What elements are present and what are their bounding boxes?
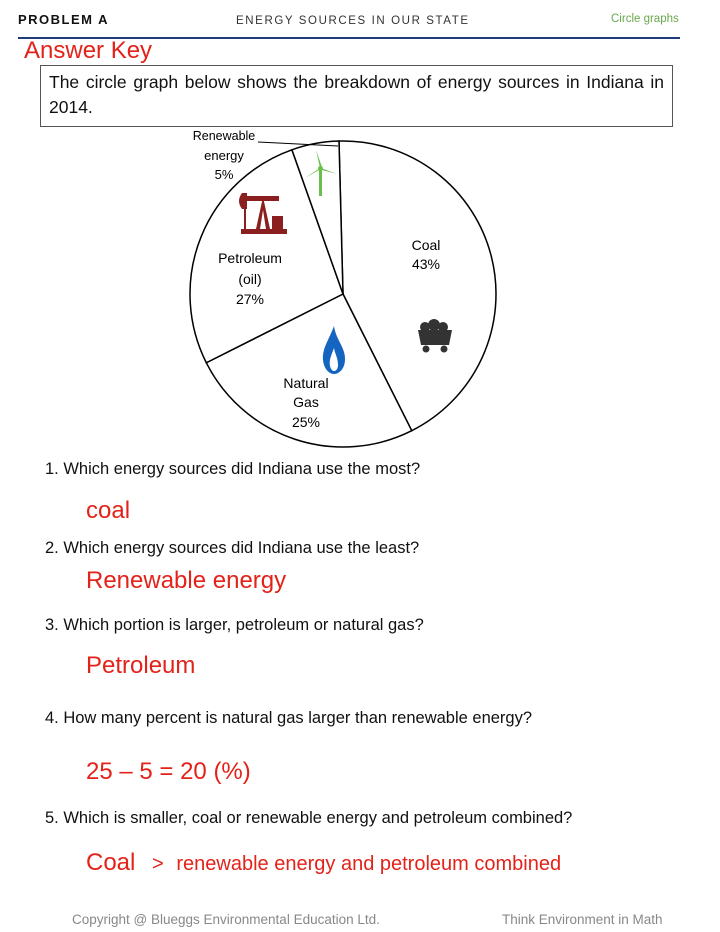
worksheet-title: ENERGY SOURCES IN OUR STATE <box>236 15 470 27</box>
label-gas-3: 25% <box>291 414 321 430</box>
label-gas-2: Gas <box>293 394 319 410</box>
intro-text: The circle graph below shows the breakdown of energy sources in Indiana in 2014. <box>49 72 664 117</box>
answer-5 <box>86 849 561 877</box>
label-petroleum-3: 27% <box>235 291 265 307</box>
topic-tag: Circle graphs <box>611 13 679 25</box>
answer-2: Renewable energy <box>86 567 287 594</box>
answer-5-operator: > <box>152 853 164 875</box>
answer-3: Petroleum <box>86 652 196 679</box>
label-renewable-1: Renewable <box>192 129 256 143</box>
footer-slogan: Think Environment in Math <box>502 912 663 927</box>
label-petroleum-2: (oil) <box>238 271 262 287</box>
label-coal-1: Coal <box>411 237 441 253</box>
label-coal-2: 43% <box>411 256 441 272</box>
problem-label: PROBLEM A <box>18 12 110 27</box>
answer-4: 25 – 5 = 20 (%) <box>86 758 251 785</box>
label-renewable-2: energy <box>204 148 244 163</box>
question-1: 1. Which energy sources did Indiana use the most? <box>45 460 421 478</box>
answer-1: coal <box>86 497 131 524</box>
answer-key-label: Answer Key <box>24 37 153 64</box>
label-petroleum-1: Petroleum <box>218 250 282 266</box>
footer-copyright: Copyright @ Blueggs Environmental Education Ltd. <box>72 912 380 927</box>
pie-chart <box>0 0 720 460</box>
label-renewable-3: 5% <box>214 167 234 182</box>
question-3: 3. Which portion is larger, petroleum or natural gas? <box>45 616 424 634</box>
question-5: 5. Which is smaller, coal or renewable energy and petroleum combined? <box>45 809 573 827</box>
question-2: 2. Which energy sources did Indiana use the least? <box>45 539 420 557</box>
label-gas-1: Natural <box>283 375 329 391</box>
question-4: 4. How many percent is natural gas larger than renewable energy? <box>45 709 533 727</box>
answer-5-coal: Coal <box>86 849 136 876</box>
answer-5-rest: renewable energy and petroleum combined <box>176 853 562 875</box>
